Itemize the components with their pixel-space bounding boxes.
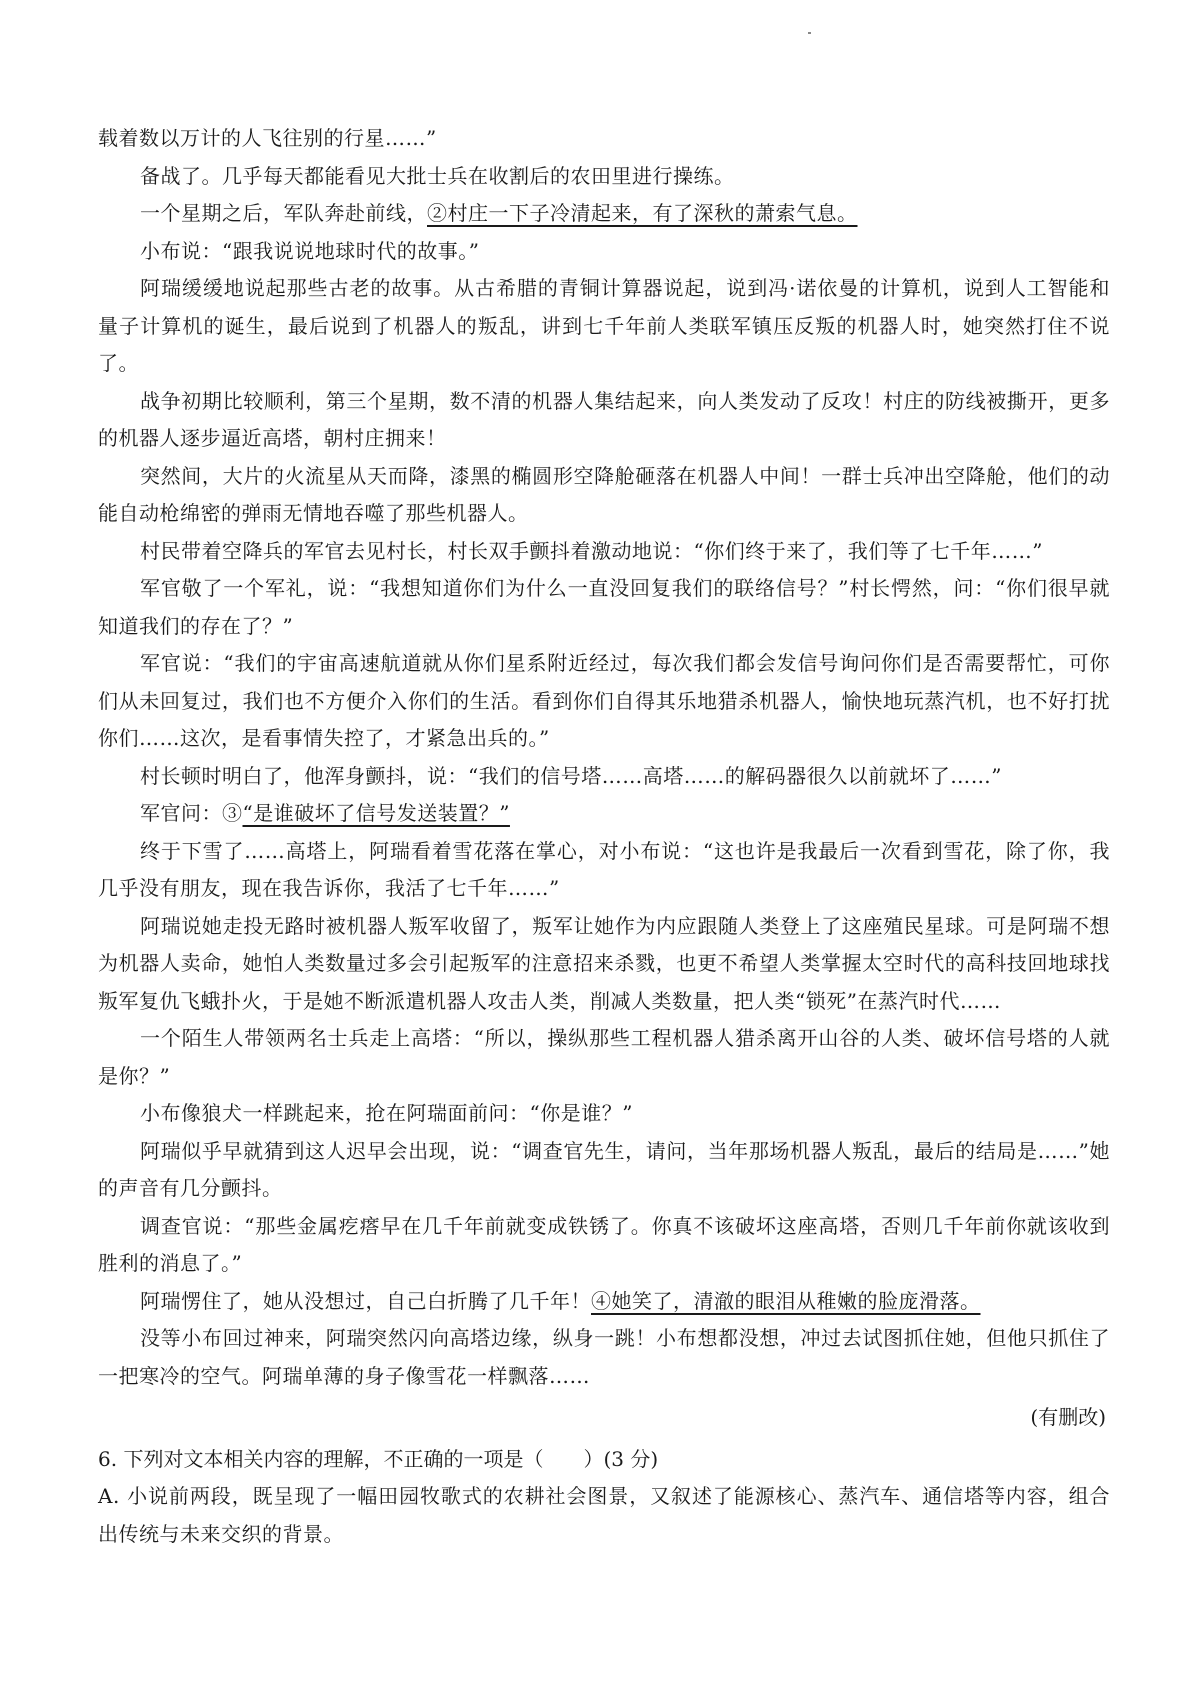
paragraph <box>98 645 1110 758</box>
underlined-sentence: “是谁破坏了信号发送装置？” <box>242 801 510 825</box>
source-note: (有删改) <box>1030 1405 1106 1429</box>
paragraph-text: 阿瑞似乎早就猜到这人迟早会出现，说：“调查官先生，请问，当年那场机器人叛乱，最后的结局是……”她的声音有几分颤抖。 <box>98 1138 1110 1200</box>
story-passage <box>98 120 1110 1395</box>
paragraph <box>98 158 1110 196</box>
paragraph <box>98 1208 1110 1283</box>
paragraph <box>98 795 1110 833</box>
paragraph-text: 载着数以万计的人飞往别的行星……” <box>98 126 437 150</box>
document-page <box>98 120 1110 1553</box>
paragraph <box>98 120 1110 158</box>
paragraph-text: 阿瑞说她走投无路时被机器人叛军收留了，叛军让她作为内应跟随人类登上了这座殖民星球。可是阿瑞不想为机器人卖命，她怕人类数量过多会引起叛军的注意招来杀戮，也更不希望人类掌握太空时代的高科技回地球找叛军复仇飞蛾扑火，于是她不断派遣机器人攻击人类，削减人类数量，把人类“锁死”在蒸汽时代…… <box>98 913 1110 1013</box>
paragraph-text: 调查官说：“那些金属疙瘩早在几千年前就变成铁锈了。你真不该破坏这座高塔，否则几千年前你就该收到胜利的消息了。” <box>98 1213 1110 1275</box>
paragraph-text: 备战了。几乎每天都能看见大批士兵在收割后的农田里进行操练。 <box>140 163 735 188</box>
question-option-a: A. 小说前两段，既呈现了一幅田园牧歌式的农耕社会图景，又叙述了能源核心、蒸汽车、通信塔等内容，组合出传统与未来交织的背景。 <box>98 1484 1110 1546</box>
paragraph <box>98 833 1110 908</box>
paragraph <box>98 233 1110 271</box>
paragraph-text: 村民带着空降兵的军官去见村长，村长双手颤抖着激动地说：“你们终于来了，我们等了七千年……” <box>140 538 1043 563</box>
paragraph-text: 阿瑞愣住了，她从没想过，自己白折腾了几千年！ <box>140 1288 591 1313</box>
paragraph-text: 军官问：③ <box>140 801 243 825</box>
paragraph-text: 军官说：“我们的宇宙高速航道就从你们星系附近经过，每次我们都会发信号询问你们是否需要帮忙，可你们从未回复过，我们也不方便介入你们的生活。看到你们自得其乐地猎杀机器人，愉快地玩蒸汽机，也不好打扰你们……这次，是看事情失控了，才紧急出兵的。” <box>98 651 1110 750</box>
scan-dot <box>808 32 811 34</box>
paragraph <box>98 1095 1110 1133</box>
paragraph <box>98 383 1110 458</box>
question-stem: 6. 下列对文本相关内容的理解，不正确的一项是（ ）(3 分) <box>98 1446 659 1471</box>
paragraph-text: 小布说：“跟我说说地球时代的故事。” <box>140 238 480 263</box>
paragraph <box>98 458 1110 533</box>
paragraph-text: 没等小布回过神来，阿瑞突然闪向高塔边缘，纵身一跳！小布想都没想，冲过去试图抓住她，但他只抓住了一把寒冷的空气。阿瑞单薄的身子像雪花一样飘落…… <box>98 1326 1110 1388</box>
paragraph-text: 一个陌生人带领两名士兵走上高塔：“所以，操纵那些工程机器人猎杀离开山谷的人类、破坏信号塔的人就是你？” <box>98 1026 1110 1088</box>
paragraph <box>98 195 1110 233</box>
paragraph <box>98 570 1110 645</box>
paragraph-text: 终于下雪了……高塔上，阿瑞看着雪花落在掌心，对小布说：“这也许是我最后一次看到雪花，除了你，我几乎没有朋友，现在我告诉你，我活了七千年……” <box>98 838 1110 900</box>
paragraph-text: 小布像狼犬一样跳起来，抢在阿瑞面前问：“你是谁？” <box>140 1101 633 1125</box>
paragraph-text: 战争初期比较顺利，第三个星期，数不清的机器人集结起来，向人类发动了反攻！村庄的防线被撕开，更多的机器人逐步逼近高塔，朝村庄拥来！ <box>98 388 1110 450</box>
paragraph-text: 阿瑞缓缓地说起那些古老的故事。从古希腊的青铜计算器说起，说到冯·诺依曼的计算机，说到人工智能和量子计算机的诞生，最后说到了机器人的叛乱，讲到七千年前人类联军镇压反叛的机器人时，她突然打住不说了。 <box>98 276 1110 375</box>
paragraph-text: 一个星期之后，军队奔赴前线， <box>140 201 427 225</box>
paragraph <box>98 270 1110 383</box>
paragraph <box>98 1283 1110 1321</box>
paragraph <box>98 533 1110 571</box>
paragraph-text: 突然间，大片的火流星从天而降，漆黑的椭圆形空降舱砸落在机器人中间！一群士兵冲出空降舱，他们的动能自动枪绵密的弹雨无情地吞噬了那些机器人。 <box>98 463 1110 525</box>
paragraph <box>98 1020 1110 1095</box>
paragraph-text: 村长顿时明白了，他浑身颤抖，说：“我们的信号塔……高塔……的解码器很久以前就坏了……” <box>140 763 1002 788</box>
paragraph <box>98 1320 1110 1395</box>
paragraph <box>98 1133 1110 1208</box>
paragraph-text: 军官敬了一个军礼，说：“我想知道你们为什么一直没回复我们的联络信号？”村长愕然，问：“你们很早就知道我们的存在了？” <box>98 576 1110 638</box>
underlined-sentence: ②村庄一下子冷清起来，有了深秋的萧索气息。 <box>427 201 858 225</box>
paragraph <box>98 908 1110 1021</box>
underlined-sentence: ④她笑了，清澈的眼泪从稚嫩的脸庞滑落。 <box>591 1288 981 1313</box>
paragraph <box>98 758 1110 796</box>
